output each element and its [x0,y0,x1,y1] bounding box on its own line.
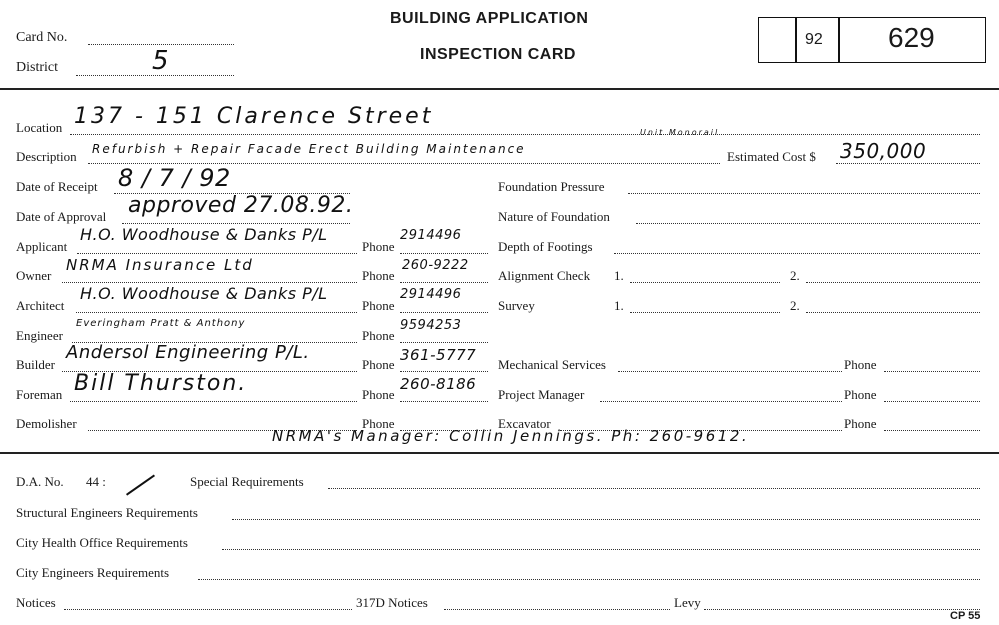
estimated-cost-line[interactable] [836,163,980,164]
excavator-label: Excavator [498,416,551,431]
builder-phone-label: Phone [362,357,395,372]
city-engineers-label: City Engineers Requirements [16,565,170,580]
architect-label: Architect [16,298,65,313]
location-value: 137 - 151 Clarence Street [74,104,434,129]
engineer-phone-line[interactable] [400,342,488,343]
applicant-value: H.O. Woodhouse & Danks P/L [80,225,328,244]
demolisher-label: Demolisher [16,416,77,431]
title-line-1: BUILDING APPLICATION [390,10,589,27]
foreman-phone: 260-8186 [400,375,477,393]
box-divider-1 [795,17,797,63]
alignment-check-2-line[interactable] [806,282,980,283]
box-divider-2 [838,17,840,63]
alignment-check-1-line[interactable] [630,282,780,283]
description-note: Unit Monorail [640,128,720,137]
location-label: Location [16,120,63,135]
foreman-phone-line[interactable] [400,401,488,402]
excavator-phone-line[interactable] [884,430,980,431]
architect-line[interactable] [76,312,357,313]
depth-of-footings-line[interactable] [614,253,980,254]
applicant-phone: 2914496 [400,228,462,243]
project-manager-line[interactable] [600,401,842,402]
project-manager-phone-line[interactable] [884,401,980,402]
title-line-2: INSPECTION CARD [420,46,576,63]
mechanical-phone-label: Phone [844,357,877,372]
project-manager-phone-label: Phone [844,387,877,402]
engineer-label: Engineer [16,328,63,343]
owner-value: NRMA Insurance Ltd [66,256,254,274]
special-requirements-label: Special Requirements [190,474,304,489]
engineer-phone-label: Phone [362,328,395,343]
da-no-slash-mark [126,474,155,495]
foundation-pressure-label: Foundation Pressure [498,179,605,194]
survey-1-line[interactable] [630,312,780,313]
survey-2-line[interactable] [806,312,980,313]
district-label: District [16,60,58,75]
card-no-line[interactable] [88,44,234,45]
manager-note: NRMA's Manager: Collin Jennings. Ph: 260-9612. [272,427,750,445]
architect-phone-line[interactable] [400,312,488,313]
card-number-box [758,17,986,63]
alignment-check-label: Alignment Check [498,268,591,283]
description-label: Description [16,149,77,164]
district-value: 5 [152,46,170,76]
notices-line[interactable] [64,609,352,610]
depth-of-footings-label: Depth of Footings [498,239,593,254]
da-no-label: D.A. No. [16,474,64,489]
da-no-value: 44 : [86,474,106,489]
city-health-label: City Health Office Requirements [16,535,188,550]
engineer-value: Everingham Pratt & Anthony [76,318,246,329]
project-manager-label: Project Manager [498,387,585,402]
notices-label: Notices [16,595,56,610]
date-of-receipt-value: 8 / 7 / 92 [118,164,231,192]
applicant-label: Applicant [16,239,68,254]
header-rule [0,88,999,90]
engineer-phone: 9594253 [400,318,462,333]
architect-phone: 2914496 [400,287,462,302]
foreman-phone-label: Phone [362,387,395,402]
builder-value: Andersol Engineering P/L. [66,342,310,363]
owner-label: Owner [16,268,52,283]
date-of-approval-label: Date of Approval [16,209,107,224]
applicant-phone-line[interactable] [400,253,488,254]
applicant-line[interactable] [77,253,357,254]
city-engineers-line[interactable] [198,579,980,580]
architect-phone-label: Phone [362,298,395,313]
alignment-check-1-num: 1. [614,268,624,283]
date-of-approval-value: approved 27.08.92. [128,193,354,218]
requirements-rule [0,452,999,454]
demolisher-phone-label: Phone [362,416,395,431]
builder-phone: 361-5777 [400,346,477,364]
card-number: 629 [888,22,935,53]
levy-label: Levy [674,595,701,610]
special-requirements-line[interactable] [328,488,980,489]
nature-of-foundation-line[interactable] [636,223,980,224]
builder-phone-line[interactable] [400,371,488,372]
owner-phone-label: Phone [362,268,395,283]
architect-value: H.O. Woodhouse & Danks P/L [80,284,328,303]
nature-of-foundation-label: Nature of Foundation [498,209,610,224]
owner-phone-line[interactable] [400,282,488,283]
estimated-cost-label: Estimated Cost $ [727,149,816,164]
alignment-check-2-num: 2. [790,268,800,283]
notices-317d-label: 317D Notices [356,595,428,610]
form-code: CP 55 [950,610,981,622]
survey-1-num: 1. [614,298,624,313]
notices-317d-line[interactable] [444,609,670,610]
card-no-label: Card No. [16,30,68,45]
foreman-value: Bill Thurston. [74,371,248,396]
mechanical-phone-line[interactable] [884,371,980,372]
card-year: 92 [805,31,823,48]
owner-line[interactable] [62,282,357,283]
mechanical-services-label: Mechanical Services [498,357,606,372]
builder-label: Builder [16,357,55,372]
city-health-line[interactable] [222,549,980,550]
date-of-approval-line[interactable] [122,223,350,224]
levy-line[interactable] [704,609,980,610]
foreman-label: Foreman [16,387,63,402]
survey-label: Survey [498,298,535,313]
applicant-phone-label: Phone [362,239,395,254]
foundation-pressure-line[interactable] [628,193,980,194]
survey-2-num: 2. [790,298,800,313]
structural-engineers-label: Structural Engineers Requirements [16,505,198,520]
description-value: Refurbish + Repair Facade Erect Building Maintenance [92,142,526,156]
foreman-line[interactable] [70,401,357,402]
location-line[interactable] [70,134,980,135]
mechanical-services-line[interactable] [618,371,842,372]
estimated-cost-value: 350,000 [840,139,927,163]
structural-engineers-line[interactable] [232,519,980,520]
excavator-phone-label: Phone [844,416,877,431]
owner-phone: 260-9222 [402,258,469,273]
date-of-receipt-label: Date of Receipt [16,179,98,194]
